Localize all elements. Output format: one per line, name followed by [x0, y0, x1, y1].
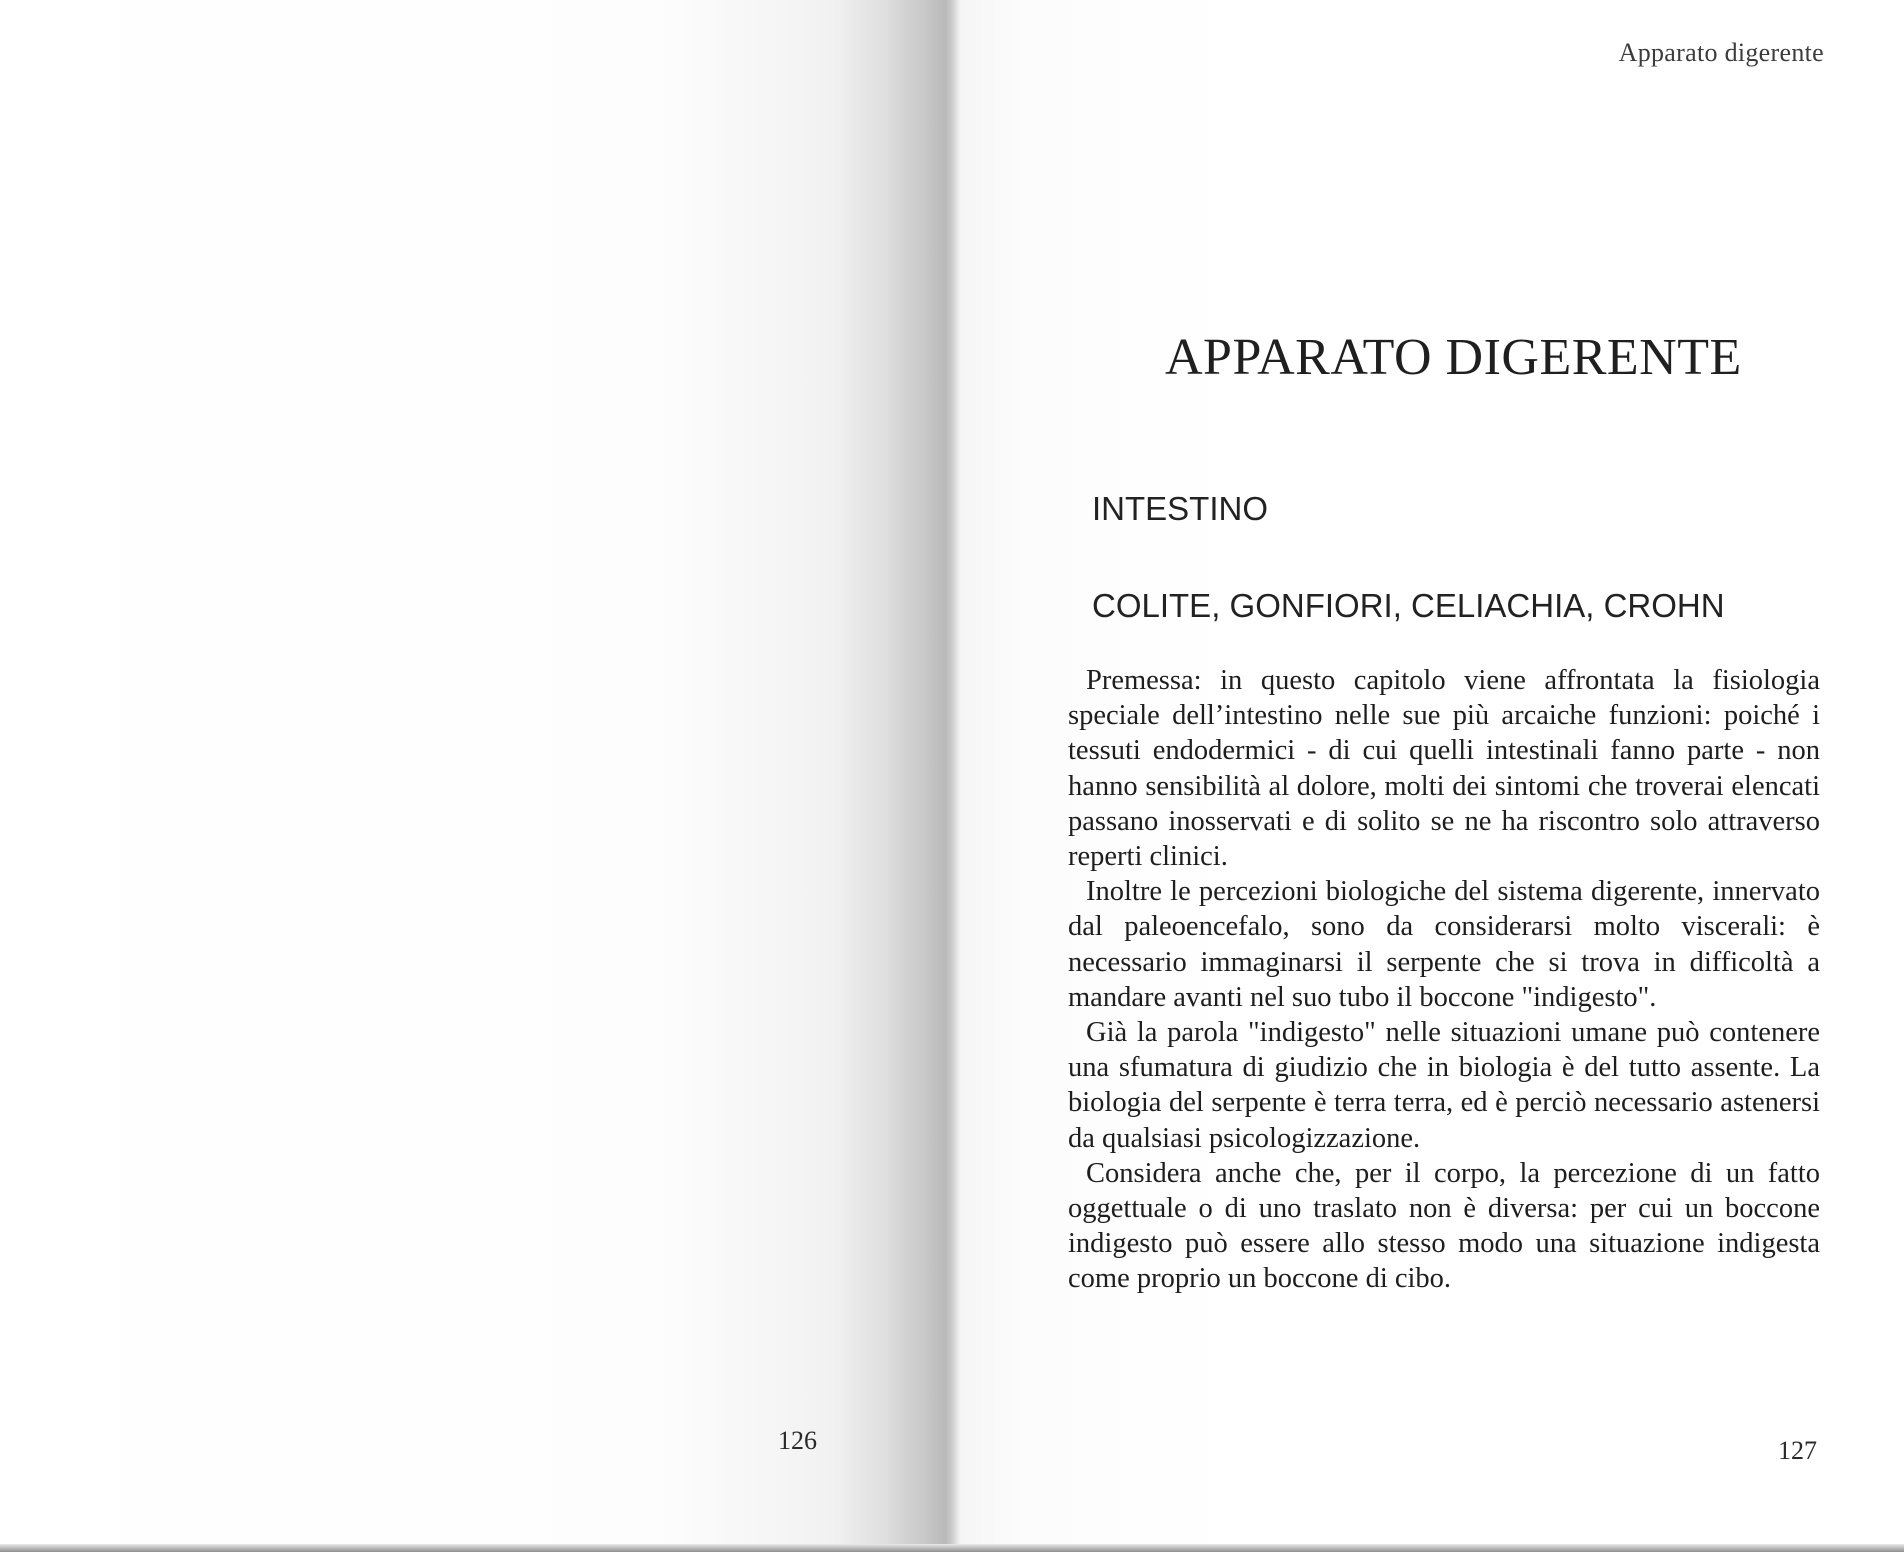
- page-bottom-edge: [0, 1544, 1904, 1552]
- page-number-right: 127: [1778, 1436, 1817, 1465]
- paragraph-inoltre: Inoltre le percezioni biologiche del sistema digerente, innervato dal paleoencefalo, sono da considerarsi molto viscerali: è necessario immaginarsi il serpente che si trova in difficoltà a mandare avanti nel suo tubo il boccone "indigesto".: [1068, 876, 1820, 1013]
- body-text: [1068, 663, 1820, 1297]
- page-number-left: 126: [778, 1426, 817, 1455]
- book-gutter: [840, 0, 960, 1552]
- paragraph-gia: Già la parola "indigesto" nelle situazioni umane può contenere una sfumatura di giudizio che in biologia è del tutto assente. La biologia del serpente è terra terra, ed è perciò necessario astenersi da qualsiasi psicologizzazione.: [1068, 1017, 1820, 1154]
- section-heading: INTESTINO: [1092, 490, 1269, 527]
- subsection-heading: COLITE, GONFIORI, CELIACHIA, CROHN: [1092, 587, 1725, 624]
- left-page: [0, 0, 940, 1552]
- paragraph-considera: Considera anche che, per il corpo, la percezione di un fatto oggettuale o di uno traslato non è diversa: per cui un boccone indigesto può essere allo stesso modo una situazione indigesta come proprio un boccone di cibo.: [1068, 1157, 1820, 1295]
- paragraph-premessa: Premessa: in questo capitolo viene affrontata la fisiologia speciale dell’intestino nelle sue più arcaiche funzioni: poiché i tessuti endodermici - di cui quelli intestinali fanno parte - non hanno sensibilità al dolore, molti dei sintomi che troverai elencati passano inosservati e di solito se ne ha riscontro solo attraverso reperti clinici.: [1068, 665, 1820, 873]
- chapter-title: APPARATO DIGERENTE: [1165, 329, 1742, 386]
- running-head: Apparato digerente: [1618, 38, 1824, 67]
